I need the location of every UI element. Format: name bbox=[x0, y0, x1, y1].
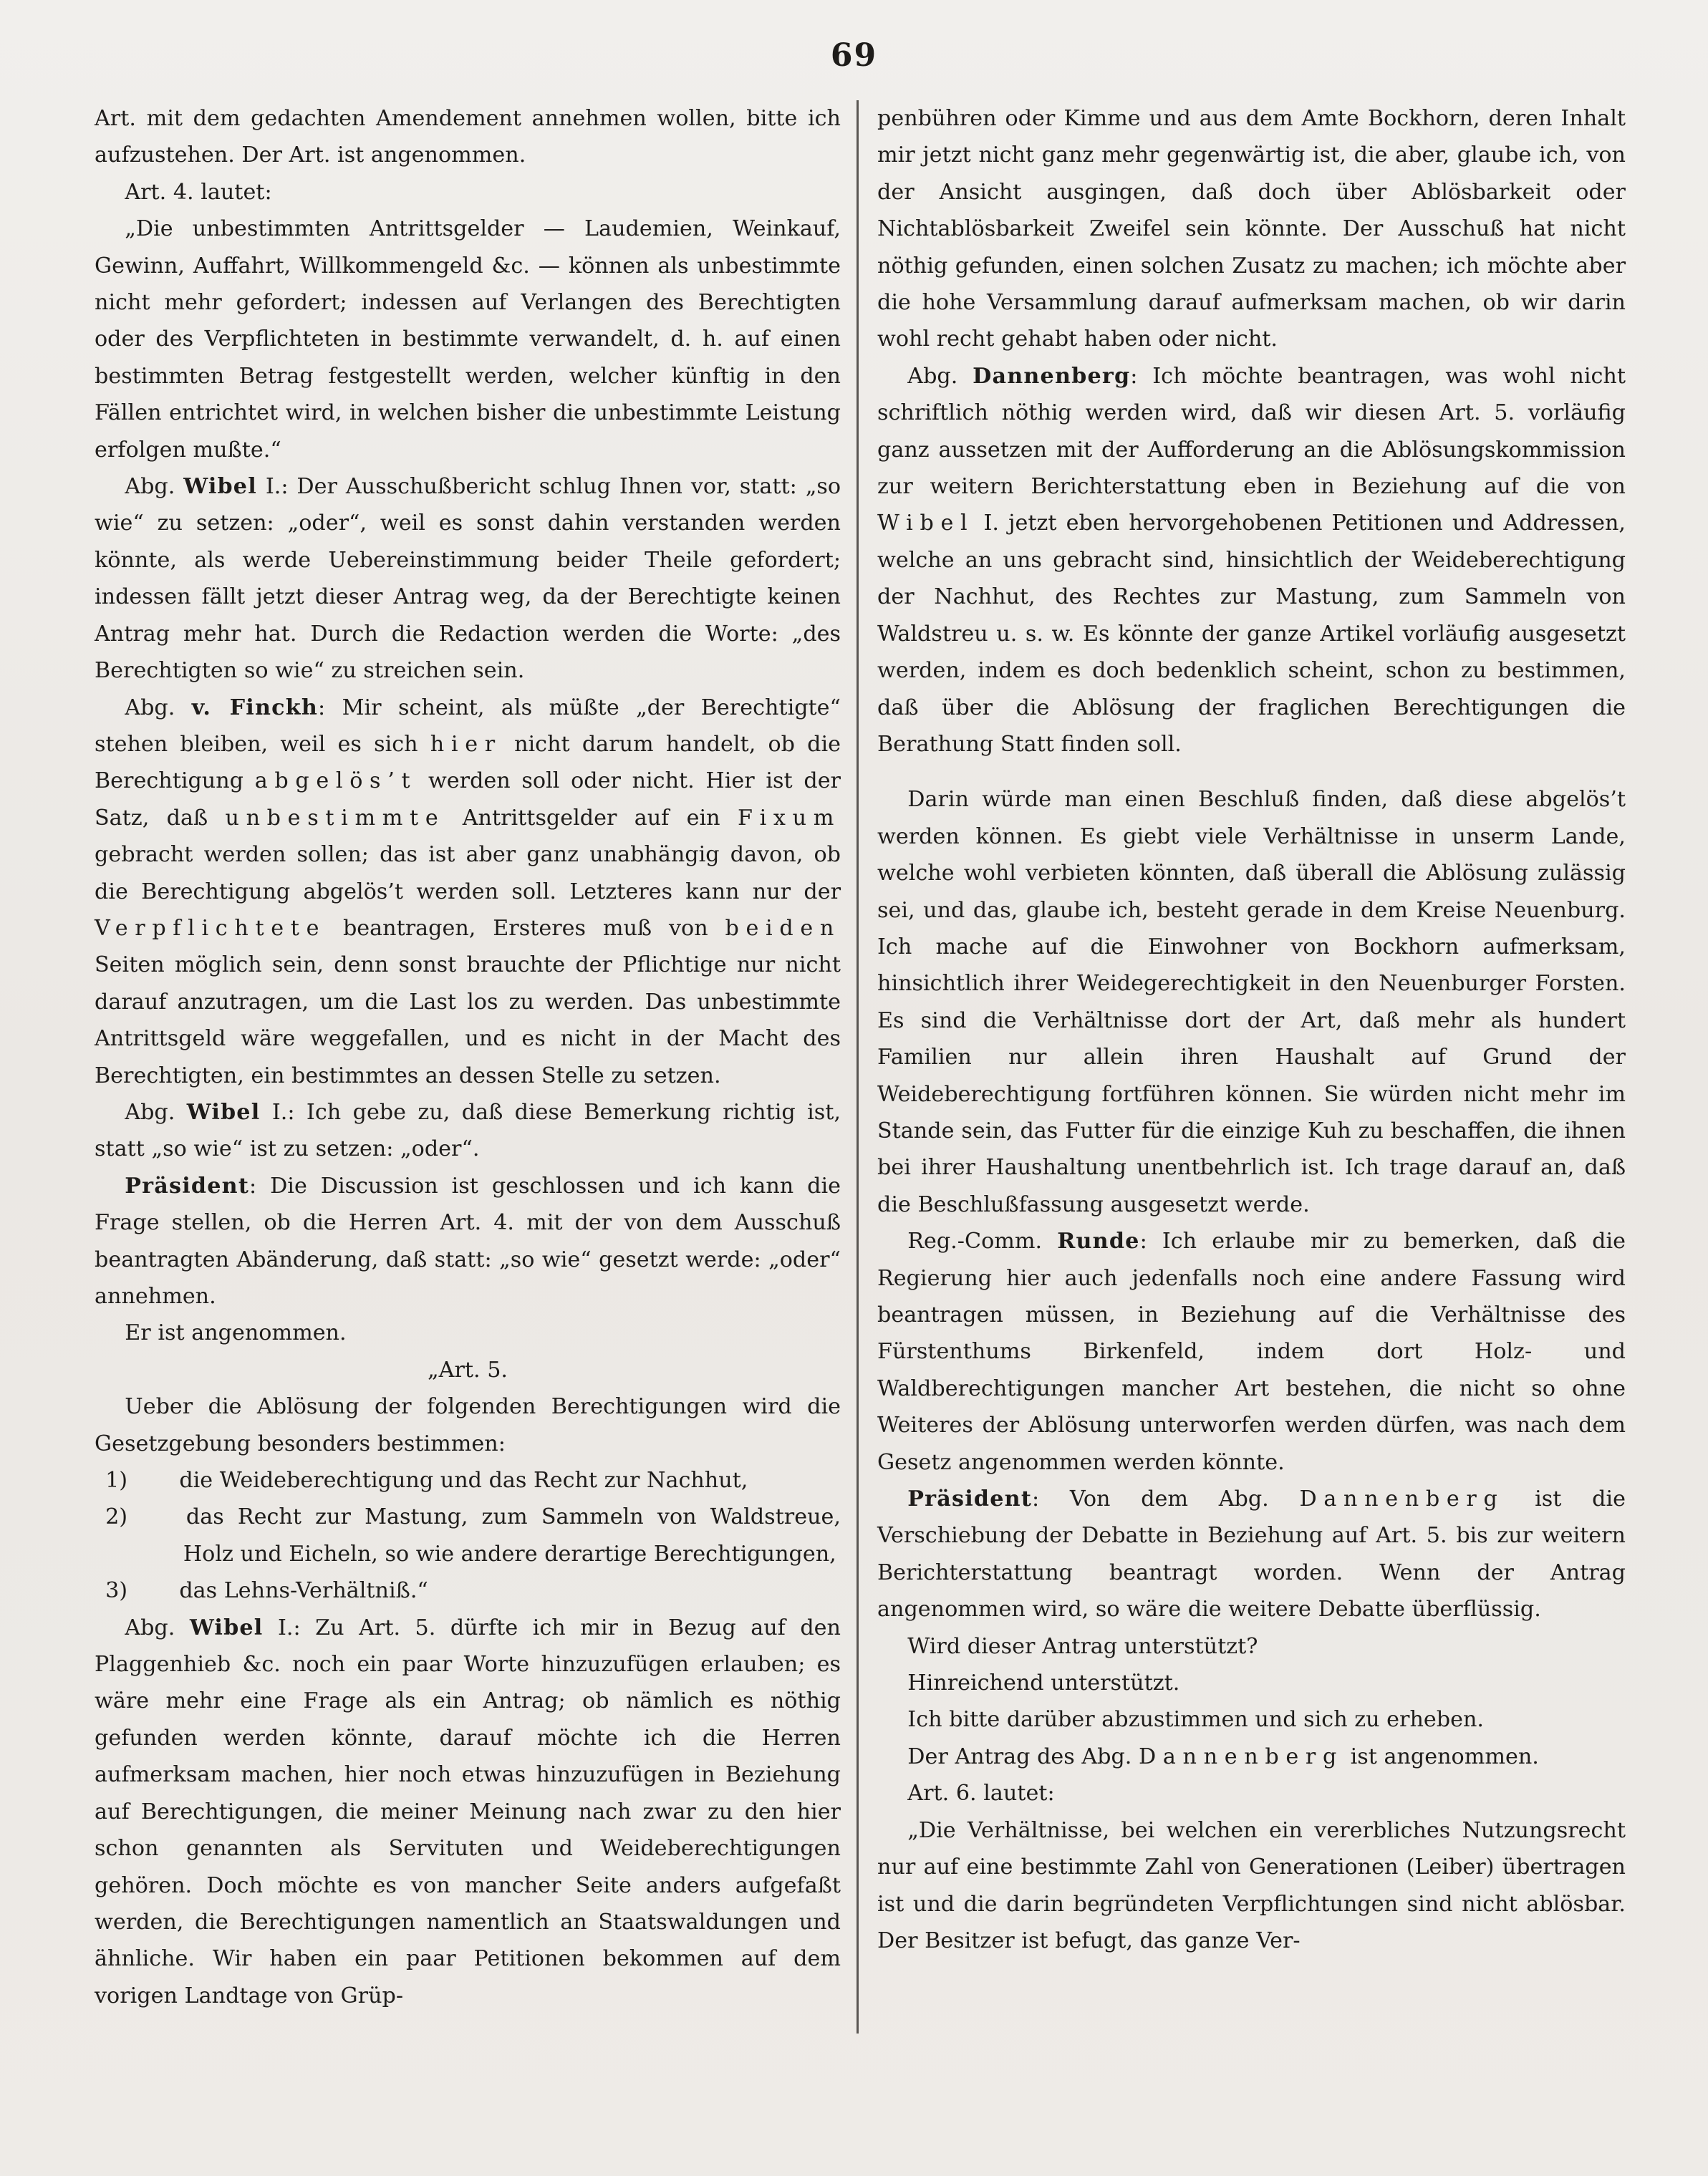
paragraph bbox=[877, 1739, 1626, 1775]
speech-text: beantragen, Ersteres muß von bbox=[342, 915, 708, 941]
speaker-name: v. Finckh bbox=[191, 695, 319, 720]
speaker-name: Präsident bbox=[125, 1173, 249, 1199]
speaker-title: Abg. bbox=[125, 1615, 175, 1640]
article-heading: „Art. 5. bbox=[428, 1357, 508, 1383]
emphasis: hier bbox=[430, 731, 502, 757]
article-list bbox=[95, 1462, 841, 1610]
speech-wibel bbox=[95, 468, 841, 689]
speaker-title: Abg. bbox=[125, 695, 175, 720]
speaker-name: Runde bbox=[1057, 1229, 1140, 1254]
speech-runde bbox=[877, 1223, 1626, 1481]
speech-president bbox=[95, 1168, 841, 1315]
speech-text: : Ich erlaube mir zu bemerken, daß die Regierung hier auch jedenfalls noch eine andere Fassung wird beantragen müssen, in Beziehung auf die Verhältnisse des Fürstenthums Birkenfeld, indem dort Holz- und Waldberechtigungen mancher Art bestehen, die nicht so ohne Weiteres der Ablösung unterworfen werden dürfen, was nach dem Gesetz angenommen werden könnte. bbox=[877, 1229, 1626, 1475]
paragraph: Art. 4. lautet: bbox=[125, 179, 272, 205]
speaker-name: Präsident bbox=[907, 1486, 1032, 1512]
emphasis: Wibel bbox=[877, 511, 975, 536]
list-item bbox=[105, 1572, 841, 1609]
paragraph: Art. 6. lautet: bbox=[907, 1781, 1055, 1807]
speech-text: : Die Discussion ist geschlossen und ich kann die Frage stellen, ob die Herren Art. 4. mit der von dem Ausschuß beantragten Abänderung, daß statt: „so wie“ gesetzt werde: „oder“ annehmen. bbox=[95, 1173, 841, 1309]
speech-text: Seiten möglich sein, denn sonst brauchte der Pflichtige nur nicht darauf anzutragen, um die Last los zu werden. Das unbestimmte Antrittsgeld wäre weggefallen, und es nicht in der Macht des Berechtigten, ein bestimmtes an dessen Stelle zu setzen. bbox=[95, 952, 841, 1088]
list-number: 3) bbox=[105, 1578, 128, 1604]
column-divider bbox=[857, 100, 859, 2034]
paragraph: Art. mit dem gedachten Amendement annehmen wollen, bitte ich aufzustehen. Der Art. ist angenommen. bbox=[95, 106, 841, 168]
speaker-name: Wibel bbox=[186, 1099, 261, 1125]
speaker-title: Abg. bbox=[125, 1099, 175, 1125]
list-text: das Recht zur Mastung, zum Sammeln von Waldstreue, Holz und Eicheln, so wie andere derartige Berechtigungen, bbox=[183, 1504, 841, 1567]
emphasis: Verpflichtete bbox=[95, 915, 327, 941]
paragraph: penbühren oder Kimme und aus dem Amte Bockhorn, deren Inhalt mir jetzt nicht ganz mehr gegenwärtig ist, die aber, glaube ich, von der Ansicht ausgingen, daß doch über Ablösbarkeit oder Nichtablösbarkeit Zweifel sein könnte. Der Ausschuß hat nicht nöthig gefunden, einen solchen Zusatz zu machen; ich möchte aber die hohe Versammlung darauf aufmerksam machen, ob wir darin wohl recht gehabt haben oder nicht. bbox=[877, 106, 1626, 352]
emphasis: Dannenberg bbox=[1139, 1744, 1343, 1769]
speech-text: Antrittsgelder auf ein bbox=[462, 805, 720, 831]
text: ist angenommen. bbox=[1350, 1744, 1539, 1769]
emphasis: beiden bbox=[725, 915, 841, 941]
speech-text: werden soll oder nicht. Hier ist der Satz, daß bbox=[95, 768, 841, 831]
emphasis: Fixum bbox=[737, 805, 841, 831]
list-number: 2) bbox=[105, 1504, 128, 1530]
speech-president bbox=[877, 1481, 1626, 1628]
speech-text: gebracht werden sollen; das ist aber ganz unabhängig davon, ob die Berechtigung abgelös’t werden soll. Letzteres kann nur der bbox=[95, 842, 841, 904]
speech-wibel bbox=[95, 1094, 841, 1168]
speaker-title: Reg.-Comm. bbox=[907, 1229, 1043, 1254]
paragraph: Hinreichend unterstützt. bbox=[907, 1670, 1180, 1696]
left-column bbox=[95, 100, 841, 2014]
list-number: 1) bbox=[105, 1468, 128, 1494]
speech-text: I. jetzt eben hervorgehobenen Petitionen und Addressen, welche an uns gebracht sind, hinsichtlich der Weideberechtigung der Nachhut, des Rechtes zur Mastung, zum Sammeln von Waldstreu u. s. w. Es könnte der ganze Artikel vorläufig ausgesetzt werden, indem es doch bedenklich scheint, schon zu bestimmen, daß über die Ablösung der fraglichen Berechtigungen die Berathung Statt finden soll. bbox=[877, 511, 1626, 757]
paragraph: Er ist angenommen. bbox=[125, 1320, 347, 1346]
speech-text: ist die Verschiebung der Debatte in Beziehung auf Art. 5. bis zur weitern Berichterstattung beantragt worden. Wenn der Antrag angenommen wird, so wäre die weitere Debatte überflüssig. bbox=[877, 1486, 1626, 1623]
list-item bbox=[105, 1499, 841, 1572]
emphasis: unbestimmte bbox=[225, 805, 445, 831]
emphasis: abgelös’t bbox=[254, 768, 418, 794]
speech-text: I.: Der Ausschußbericht schlug Ihnen vor, statt: „so wie“ zu setzen: „oder“, weil es sonst dahin verstanden werden könnte, als werde Uebereinstimmung beider Theile gefordert; indessen fällt jetzt dieser Antrag weg, da der Berechtigte keinen Antrag mehr hat. Durch die Redaction werden die Worte: „des Berechtigten so wie“ zu streichen sein. bbox=[95, 474, 841, 684]
speech-wibel bbox=[95, 1610, 841, 2014]
paragraph: Ich bitte darüber abzustimmen und sich zu erheben. bbox=[907, 1707, 1485, 1733]
paragraph: Wird dieser Antrag unterstützt? bbox=[907, 1633, 1258, 1659]
speech-text: nicht darum handelt, ob die Berechtigung bbox=[95, 731, 841, 794]
speech-text: I.: Ich gebe zu, daß diese Bemerkung richtig ist, statt „so wie“ ist zu setzen: „oder“. bbox=[95, 1099, 841, 1162]
speech-text: : Ich möchte beantragen, was wohl nicht schriftlich nöthig werden wird, daß wir diesen Art. 5. vorläufig ganz aussetzen mit der Aufforderung an die Ablösungskommission zur weitern Berichterstattung eben in Beziehung auf die von bbox=[877, 363, 1626, 500]
speaker-name: Wibel bbox=[189, 1615, 264, 1640]
speaker-title: Abg. bbox=[907, 363, 958, 389]
speech-text: : Mir scheint, als müßte „der Berechtigte“ stehen bleiben, weil es sich bbox=[95, 695, 841, 757]
speaker-name: Dannenberg bbox=[973, 363, 1131, 389]
paragraph: Darin würde man einen Beschluß finden, daß diese abgelös’t werden können. Es giebt viele Verhältnisse in unserm Lande, welche wohl verbieten könnten, daß überall die Ablösung zulässig sei, und das, glaube ich, besteht gerade in dem Kreise Neuenburg. Ich mache auf die Einwohner von Bockhorn aufmerksam, hinsichtlich ihrer Weidegerechtigkeit in den Neuenburger Forsten. Es sind die Verhältnisse dort der Art, daß mehr als hundert Familien nur allein ihren Haushalt auf Grund der Weideberechtigung fortführen können. Sie würden nicht mehr im Stande sein, das Futter für die einzige Kuh zu beschaffen, die ihnen bei ihrer Haushaltung unentbehrlich ist. Ich trage darauf an, daß die Beschlußfassung ausgesetzt werde. bbox=[877, 787, 1626, 1217]
speech-finckh bbox=[95, 690, 841, 1094]
paragraph: Ueber die Ablösung der folgenden Berechtigungen wird die Gesetzgebung besonders bestimmen: bbox=[95, 1394, 841, 1456]
right-column bbox=[877, 100, 1626, 1959]
speaker-title: Abg. bbox=[125, 474, 175, 500]
list-item bbox=[105, 1462, 841, 1499]
list-text: die Weideberechtigung und das Recht zur Nachhut, bbox=[179, 1468, 748, 1494]
emphasis: Dannenberg bbox=[1299, 1486, 1505, 1512]
speech-text: I.: Zu Art. 5. dürfte ich mir in Bezug auf den Plaggenhieb &c. noch ein paar Worte hinzuzufügen erlauben; es wäre mehr eine Frage als ein Antrag; ob nämlich es nöthig gefunden werden könnte, darauf möchte ich die Herren aufmerksam machen, hier noch etwas hinzuzufügen in Beziehung auf Berechtigungen, die meiner Meinung nach zwar zu den hier schon genannten als Servituten und Weideberechtigungen gehören. Doch möchte es von mancher Seite anders aufgefaßt werden, die Berechtigungen namentlich an Staatswaldungen und ähnliche. Wir haben ein paar Petitionen bekommen auf dem vorigen Landtage von Grüp- bbox=[95, 1615, 841, 2008]
page-number: 69 bbox=[830, 37, 878, 74]
quoted-article-6: „Die Verhältnisse, bei welchen ein vererbliches Nutzungsrecht nur auf eine bestimmte Zahl von Generationen (Leiber) übertragen ist und die darin begründeten Verpflichtungen sind nicht ablösbar. Der Besitzer ist befugt, das ganze Ver- bbox=[877, 1817, 1626, 1953]
list-text: das Lehns-Verhältniß.“ bbox=[179, 1578, 428, 1604]
speech-dannenberg bbox=[877, 358, 1626, 763]
speech-text: : Von dem Abg. bbox=[1031, 1486, 1269, 1512]
text: Der Antrag des Abg. bbox=[907, 1744, 1132, 1769]
quoted-article-4: „Die unbestimmten Antrittsgelder — Laudemien, Weinkauf, Gewinn, Auffahrt, Willkommengeld &c. — können als unbestimmte nicht mehr gefordert; indessen auf Verlangen des Berechtigten oder des Verpflichteten in bestimmte verwandelt, d. h. auf einen bestimmten Betrag festgestellt werden, welcher künftig in den Fällen entrichtet wird, in welchen bisher die unbestimmte Leistung erfolgen mußte.“ bbox=[95, 216, 841, 463]
speaker-name: Wibel bbox=[183, 474, 257, 500]
